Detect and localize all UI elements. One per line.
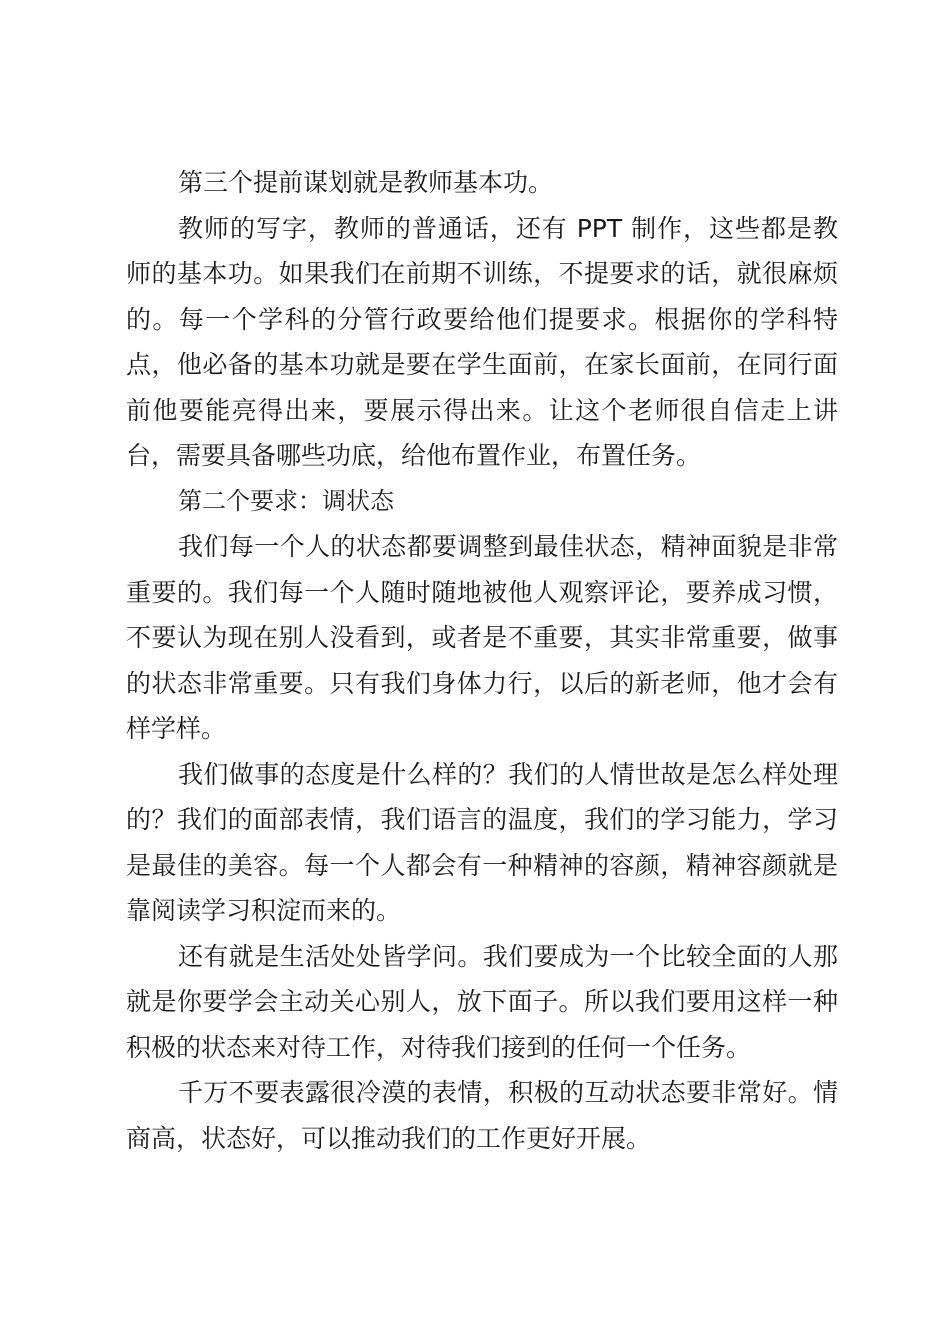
paragraph-4: 我们做事的态度是什么样的？我们的人情世故是怎么样处理的？我们的面部表情，我们语言的温度，我们的学习能力，学习是最佳的美容。每一个人都会有一种精神的容颜，精神容颜就是靠阅读学习积淀而来的。: [126, 759, 838, 925]
paragraph-1: 第三个提前谋划就是教师基本功。: [178, 168, 554, 197]
paragraph-6: 千万不要表露很冷漠的表情，积极的互动状态要非常好。情商高，状态好，可以推动我们的工作更好开展。: [126, 1078, 838, 1153]
paragraph-2: 教师的写字，教师的普通话，还有 PPT 制作，这些都是教师的基本功。如果我们在前期不训练，不提要求的话，就很麻烦的。每一个学科的分管行政要给他们提要求。根据你的学科特点，他必备的基本功就是要在学生面前，在家长面前，在同行面前他要能亮得出来，要展示得出来。让这个老师很自信走上讲台，需要具备哪些功底，给他布置作业，布置任务。: [126, 213, 838, 470]
paragraph-3: 我们每一个人的状态都要调整到最佳状态，精神面貌是非常重要的。我们每一个人随时随地被他人观察评论，要养成习惯，不要认为现在别人没看到，或者是不重要，其实非常重要，做事的状态非常重要。只有我们身体力行，以后的新老师，他才会有样学样。: [126, 532, 838, 743]
document-body: [126, 160, 838, 1161]
section-heading: 第二个要求：调状态: [178, 486, 394, 515]
paragraph-5: 还有就是生活处处皆学问。我们要成为一个比较全面的人那就是你要学会主动关心别人，放下面子。所以我们要用这样一种积极的状态来对待工作，对待我们接到的任何一个任务。: [126, 941, 838, 1062]
